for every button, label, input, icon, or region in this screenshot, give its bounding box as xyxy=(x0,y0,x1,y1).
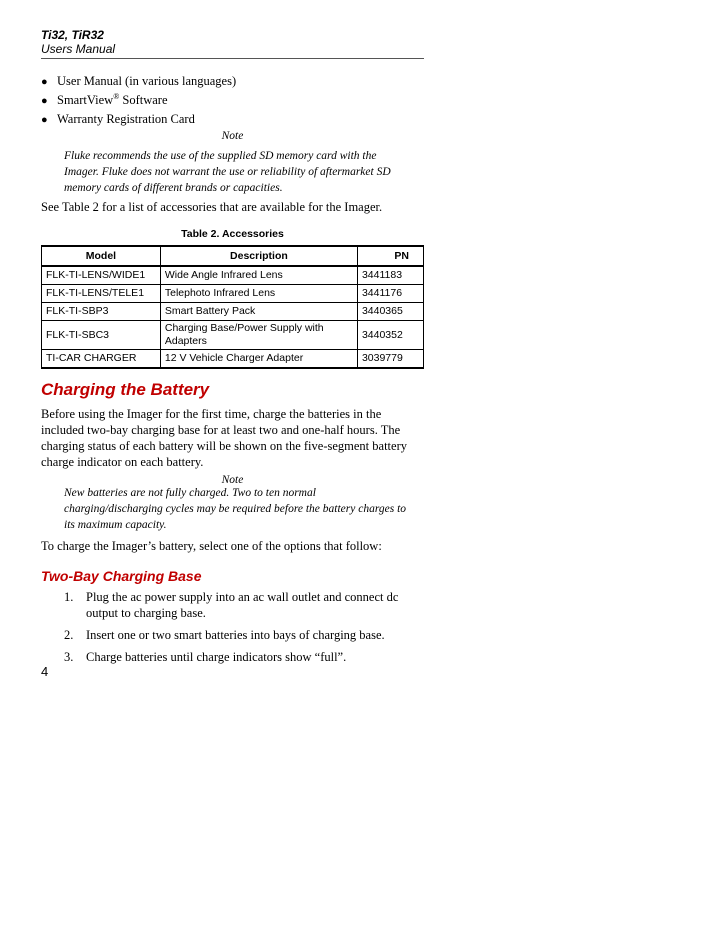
note-title: Note xyxy=(221,130,244,142)
table-row xyxy=(42,285,424,303)
header-title: Ti32, TiR32 xyxy=(41,28,104,42)
cell-model: TI-CAR CHARGER xyxy=(42,350,161,369)
column-header-pn: PN xyxy=(357,246,423,266)
cell-model: FLK-TI-LENS/TELE1 xyxy=(42,285,161,303)
note-body: New batteries are not fully charged. Two to ten normal charging/discharging cycles may be required before the battery charges to its maximum capacity. xyxy=(64,487,407,531)
list-item: ● Warranty Registration Card xyxy=(41,110,431,129)
list-item: ● User Manual (in various languages) xyxy=(41,72,431,91)
step-number: 3. xyxy=(64,650,74,664)
cell-pn: 3440352 xyxy=(357,321,423,350)
table-caption: Table 2. Accessories xyxy=(181,228,284,240)
cell-model: FLK-TI-LENS/WIDE1 xyxy=(42,266,161,285)
step-number: 1. xyxy=(64,590,74,604)
header-rule xyxy=(41,58,424,59)
to-charge-paragraph: To charge the Imager’s battery, select one of the options that follow: xyxy=(41,539,382,553)
table-row xyxy=(42,321,424,350)
page-number: 4 xyxy=(41,664,49,679)
see-table-paragraph: See Table 2 for a list of accessories that are available for the Imager. xyxy=(41,200,383,214)
step-text: Insert one or two smart batteries into bays of charging base. xyxy=(86,628,385,642)
note-title: Note xyxy=(221,474,244,486)
cell-description: Smart Battery Pack xyxy=(160,303,357,321)
list-item xyxy=(64,589,424,621)
table-row xyxy=(42,303,424,321)
bullet-icon: ● xyxy=(41,76,48,88)
section-heading: Charging the Battery xyxy=(41,380,210,399)
bullet-list xyxy=(41,72,431,129)
cell-description: 12 V Vehicle Charger Adapter xyxy=(160,350,357,369)
cell-model: FLK-TI-SBC3 xyxy=(42,321,161,350)
step-number: 2. xyxy=(64,628,74,642)
cell-description: Wide Angle Infrared Lens xyxy=(160,266,357,285)
list-item: ● SmartView® Software xyxy=(41,91,431,110)
subsection-heading: Two-Bay Charging Base xyxy=(41,568,202,584)
registered-mark: ® xyxy=(113,91,120,101)
cell-pn: 3440365 xyxy=(357,303,423,321)
cell-description: Telephoto Infrared Lens xyxy=(160,285,357,303)
bullet-icon: ● xyxy=(41,95,48,107)
step-text: Plug the ac power supply into an ac wall outlet and connect dc output to charging base. xyxy=(86,590,399,620)
steps-list xyxy=(64,589,424,671)
cell-pn: 3039779 xyxy=(357,350,423,369)
table-row xyxy=(42,266,424,285)
column-header-model: Model xyxy=(42,246,161,266)
note-body: Fluke recommends the use of the supplied SD memory card with the Imager. Fluke does not warrant the use or reliability of aftermarket SD memory cards of different brands or capacities. xyxy=(64,150,391,194)
list-item xyxy=(64,627,424,643)
cell-pn: 3441183 xyxy=(357,266,423,285)
header-subtitle: Users Manual xyxy=(41,42,116,56)
cell-model: FLK-TI-SBP3 xyxy=(42,303,161,321)
step-text: Charge batteries until charge indicators show “full”. xyxy=(86,650,347,664)
cell-description: Charging Base/Power Supply with Adapters xyxy=(160,321,357,350)
accessories-table xyxy=(41,245,424,369)
cell-pn: 3441176 xyxy=(357,285,423,303)
list-item xyxy=(64,649,424,665)
column-header-description: Description xyxy=(160,246,357,266)
bullet-icon: ● xyxy=(41,114,48,126)
table-header-row xyxy=(42,246,424,266)
charging-paragraph: Before using the Imager for the first time, charge the batteries in the included two-bay charging base for at least two and one-half hours. The charging status of each battery will be shown on the five-segment battery charge indicator on each battery. xyxy=(41,407,407,469)
table-row xyxy=(42,350,424,369)
